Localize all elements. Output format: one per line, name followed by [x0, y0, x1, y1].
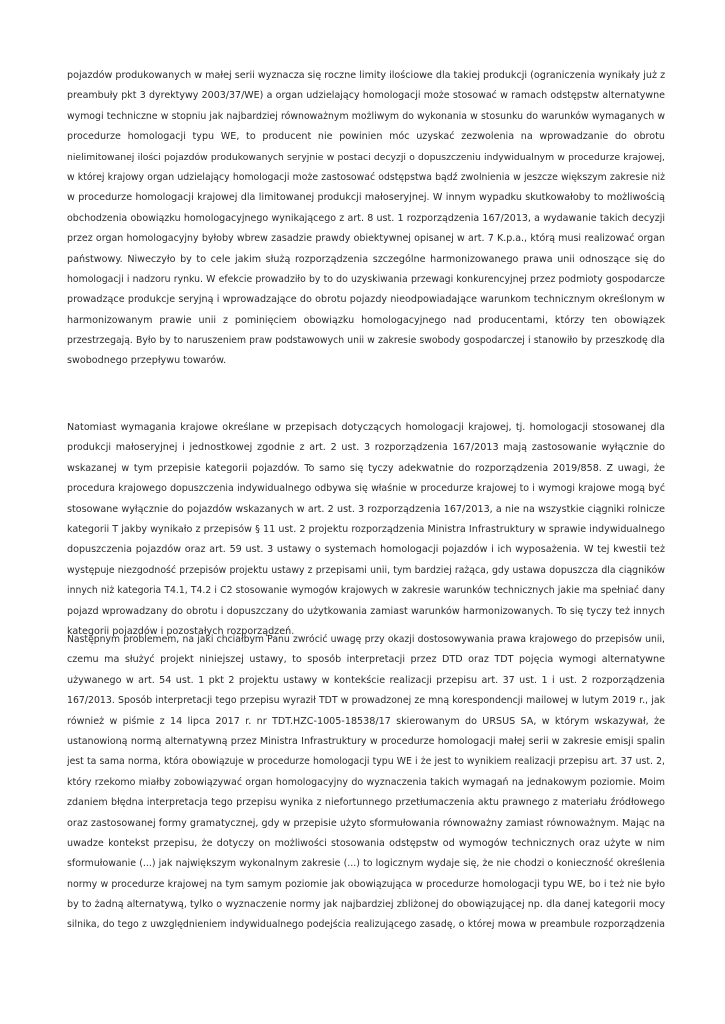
text-line: kategorii pojazdów i pozostałych rozporządzeń. — [67, 625, 295, 637]
text-line: w procedurze homologacji krajowej dla limitowanej produkcji małoseryjnej. W innym wypadku skutkowałoby to możliwością — [67, 192, 665, 204]
text-line: wymogi techniczne w stopniu jak najbardziej równoważnym możliwym do wykonania w stosunku do warunków wymaganych w — [67, 110, 665, 122]
text-line: preambuły pkt 3 dyrektywy 2003/37/WE) a organ udzielający homologacji może stosować w ramach odstępstw alternatywne — [67, 90, 665, 102]
text-line: procedura krajowego dopuszczenia indywidualnego odbywa się właśnie w procedurze krajowej to i wymogi krajowe mogą być — [67, 483, 665, 495]
text-line: produkcji małoseryjnej i jednostkowej zgodnie z art. 2 ust. 3 rozporządzenia 167/2013 mają zastosowanie wyłącznie do — [67, 442, 665, 454]
text-line: przestrzegają. Było by to naruszeniem praw podstawowych unii w zakresie swobody gospodarczej i stanowiło by przeszkodę dla — [67, 335, 665, 347]
paragraph-2 — [67, 418, 665, 642]
text-line: zdaniem błędna interpretacja tego przepisu wynika z niefortunnego przetłumaczenia aktu prawnego z materiału źródłowego — [67, 797, 665, 809]
text-line: ustanowioną normą alternatywną przez Ministra Infrastruktury w procedurze homologacji małej serii w zakresie emisji spalin — [67, 735, 665, 747]
text-line: kategorii T jakby wynikało z przepisów § 11 ust. 2 projektu rozporządzenia Ministra Infrastruktury w sprawie indywidualnego — [67, 523, 665, 535]
text-line: występuje niezgodność przepisów projektu ustawy z przepisami unii, tym bardziej rażąca, gdy ustawa dopuszcza dla ciągników — [67, 564, 665, 576]
text-line: sformułowanie (...) jak największym wykonalnym zakresie (...) to logicznym wydaje się, że nie chodzi o konieczność określenia — [67, 858, 665, 870]
text-line: procedurze homologacji typu WE, to producent nie powinien móc uzyskać zezwolenia na wprowadzanie do obrotu — [67, 131, 665, 143]
text-line: przez organ homologacyjny byłoby wbrew zasadzie prawdy obiektywnej opisanej w art. 7 K.p.a., którą musi realizować organ — [67, 233, 665, 245]
text-line: prowadzące produkcje seryjną i wprowadzające do obrotu pojazdy nieodpowiadające warunkom technicznym określonym w — [67, 294, 665, 306]
text-line: silnika, do tego z uwzględnieniem indywidualnego podejścia realizującego zasadę, o której mowa w preambule rozporządzenia — [67, 919, 665, 931]
text-line: pojazdów produkowanych w małej serii wyznacza się roczne limity ilościowe dla takiej produkcji (ograniczenia wynikały już z — [67, 70, 666, 81]
text-line: Natomiast wymagania krajowe określane w przepisach dotyczących homologacji krajowej, tj. homologacji stosowanej dla — [67, 422, 665, 433]
text-line: dopuszczenia pojazdów oraz art. 59 ust. 3 ustawy o systemach homologacji pojazdów i ich wyposażenia. W tej kwestii też — [67, 544, 665, 556]
text-line: innych niż kategoria T4.1, T4.2 i C2 stosowanie wymogów krajowych w zakresie warunków technicznych jakie ma spełniać dany — [67, 585, 665, 597]
text-line: czemu ma służyć projekt niniejszej ustawy, to sposób interpretacji przez DTD oraz TDT pojęcia wymogi alternatywne — [67, 654, 665, 666]
text-line: stosowane wyłącznie do pojazdów wskazanych w art. 2 ust. 3 rozporządzenia 167/2013, a nie na wszystkie ciągniki rolnicze — [67, 503, 665, 515]
text-line: normy w procedurze krajowej na tym samym poziomie jak obowiązująca w procedurze homologacji typu WE, bo i też nie było — [67, 878, 665, 890]
text-line: używanego w art. 54 ust. 1 pkt 2 projektu ustawy w kontekście realizacji przepisu art. 37 ust. 1 i ust. 2 rozporządzenia — [67, 674, 665, 686]
text-line: swobodnego przepływu towarów. — [67, 355, 227, 367]
text-line: uwadze kontekst przepisu, że dotyczy on możliwości stosowania odstępstw od wymogów technicznych oraz użyte w nim — [67, 837, 665, 849]
text-line: homologacji i nadzoru rynku. W efekcie prowadziło by to do uzyskiwania przewagi konkurencyjnej przez podmioty gospodarcze — [67, 273, 665, 285]
text-line: w której krajowy organ udzielający homologacji może zastosować odstępstwa bądź zwolnienia w jeszcze większym zakresie niż — [67, 171, 665, 183]
text-line: pojazd wprowadzany do obrotu i dopuszczany do użytkowania zamiast warunków harmonizowanych. To się tyczy też innych — [67, 605, 665, 617]
text-line: 167/2013. Sposób interpretacji tego przepisu wyraził TDT w prowadzonej ze mną korespondencji mailowej w lutym 2019 r., jak — [67, 695, 665, 707]
text-line: harmonizowanym prawie unii z pominięciem obowiązku homologacyjnego nad producentami, którzy ten obowiązek — [67, 314, 665, 326]
text-line: również w piśmie z 14 lipca 2017 r. nr TDT.HZC-1005-18538/17 skierowanym do URSUS SA, w którym wskazywał, że — [67, 715, 665, 727]
text-line: który rzekomo miałby zobowiązywać organ homologacyjny do wyznaczenia takich wymagań na jednakowym poziomie. Moim — [67, 776, 665, 788]
text-line: obchodzenia obowiązku homologacyjnego wynikającego z art. 8 ust. 1 rozporządzenia 167/2013, a wydawanie takich decyzji — [67, 212, 665, 224]
text-line: Następnym problemem, na jaki chciałbym Panu zwrócić uwagę przy okazji dostosowywania prawa krajowego do przepisów unii, — [67, 634, 665, 645]
paragraph-1 — [67, 66, 665, 372]
text-line: nielimitowanej ilości pojazdów produkowanych seryjnie w postaci decyzji o dopuszczeniu indywidualnym w procedurze krajowej, — [67, 151, 665, 163]
text-line: by to żadną alternatywą, tylko o wyznaczenie normy jak najbardziej zbliżonej do obowiązującej np. dla danej kategorii mocy — [67, 899, 665, 911]
text-line: państwowy. Niweczyło by to cele jakim służą rozporządzenia szczególne harmonizowanego prawa unii odnoszące się do — [67, 253, 665, 265]
paragraph-3 — [67, 630, 665, 936]
text-line: wskazanej w tym przepisie kategorii pojazdów. To samo się tyczy adekwatnie do rozporządzenia 2019/858. Z uwagi, że — [67, 462, 665, 474]
text-line: oraz zastosowanej formy gramatycznej, gdy w przepisie użyto sformułowania równoważny zamiast równoważnym. Mając na — [67, 817, 665, 829]
text-line: jest ta sama norma, która obowiązuje w procedurze homologacji typu WE i że jest to wynikiem realizacji przepisu art. 37 ust. 2, — [67, 756, 665, 768]
